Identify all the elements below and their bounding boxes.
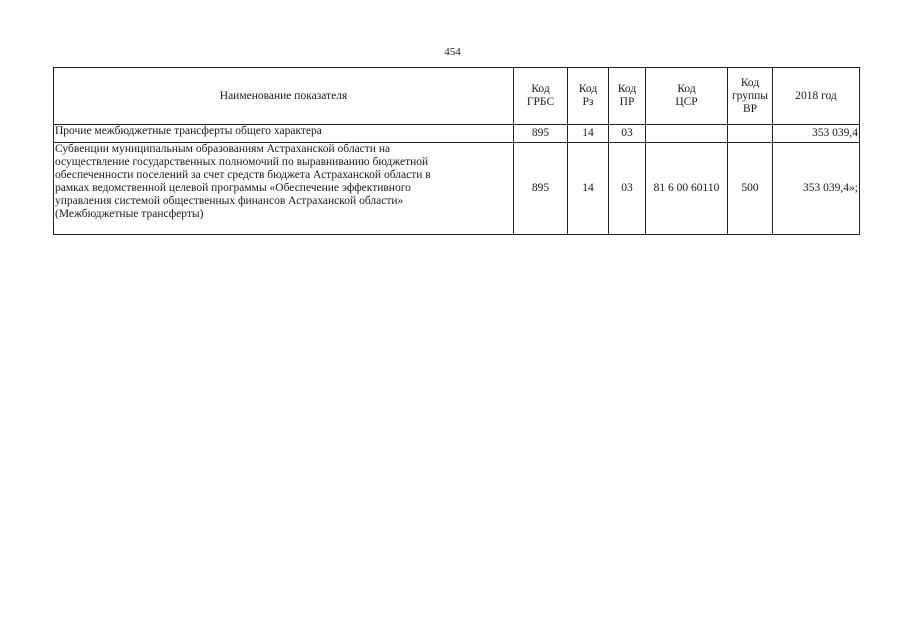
header-csr: Код ЦСР xyxy=(646,68,728,125)
row-csr: 81 6 00 60110 xyxy=(646,143,728,235)
row-grbs: 895 xyxy=(514,143,568,235)
row-name: Прочие межбюджетные трансферты общего характера xyxy=(54,125,514,143)
row-csr xyxy=(646,125,728,143)
header-pr: Код ПР xyxy=(609,68,646,125)
header-row xyxy=(54,68,860,125)
row-name: Субвенции муниципальным образованиям Астраханской области на осуществление государственных полномочий по выравниванию бюджетной обеспеченности поселений за счет средств бюджета Астраханской области в рамках ведомственной целевой программы «Обеспечение эффективного управления системой общественных финансов Астраханской области» (Межбюджетные трансферты) xyxy=(54,143,514,235)
header-name: Наименование показателя xyxy=(54,68,514,125)
row-amount: 353 039,4»; xyxy=(773,143,860,235)
row-rz: 14 xyxy=(568,143,609,235)
header-vr: Код группы ВР xyxy=(728,68,773,125)
header-grbs: Код ГРБС xyxy=(514,68,568,125)
row-vr xyxy=(728,125,773,143)
row-pr: 03 xyxy=(609,143,646,235)
row-rz: 14 xyxy=(568,125,609,143)
table-row xyxy=(54,143,860,235)
row-grbs: 895 xyxy=(514,125,568,143)
budget-table xyxy=(53,67,860,235)
page-number: 454 xyxy=(444,46,461,58)
row-amount: 353 039,4 xyxy=(773,125,860,143)
header-rz: Код Рз xyxy=(568,68,609,125)
header-year: 2018 год xyxy=(773,68,860,125)
table-row xyxy=(54,125,860,143)
row-pr: 03 xyxy=(609,125,646,143)
row-vr: 500 xyxy=(728,143,773,235)
